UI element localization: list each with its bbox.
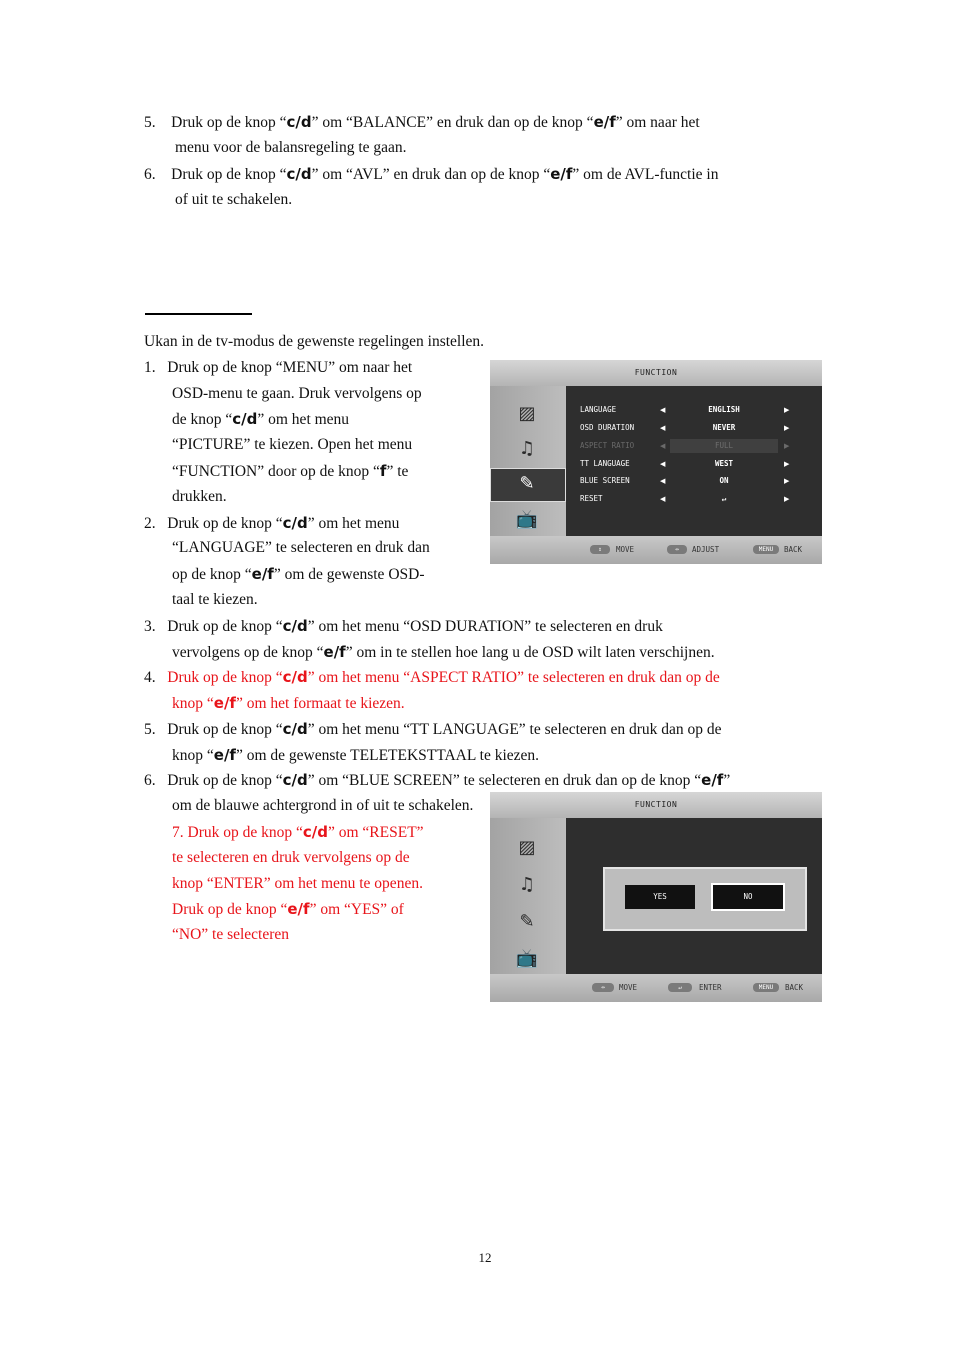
yes-button[interactable]: YES	[625, 885, 695, 909]
osd-menu-row[interactable]	[580, 492, 790, 506]
text: Druk op de knop “	[171, 166, 287, 183]
footer-move: MOVE	[619, 983, 638, 992]
osd-row-value: ON	[719, 476, 729, 485]
item-7-line5: “NO” te selecteren	[172, 926, 290, 943]
item-1-line3: de knop “c/d” om het menu	[172, 410, 350, 428]
right-arrow-icon: ▶	[784, 495, 790, 503]
osd-footer	[490, 536, 822, 564]
leftright-keys: e/f	[287, 900, 310, 918]
osd-sidebar	[490, 386, 566, 536]
item-5-line1: 5. Druk op de knop “c/d” om het menu “TT LANGUAGE” te selecteren en druk dan op de	[144, 720, 722, 738]
left-arrow-icon: ◀	[660, 495, 666, 503]
text: ” om “AVL” en druk dan op de knop “	[311, 166, 551, 183]
updown-keys: c/d	[232, 410, 258, 428]
item-6-line1: 6. Druk op de knop “c/d” om “BLUE SCREEN” te selecteren en druk dan op de knop “e/f”	[144, 771, 731, 789]
text: Druk op de knop “	[171, 114, 287, 131]
osd-row-value: ENGLISH	[708, 405, 740, 414]
section-rule	[145, 313, 252, 315]
item-number: 6.	[144, 166, 156, 183]
right-arrow-icon: ▶	[784, 477, 790, 485]
osd-menu-row[interactable]	[580, 439, 790, 453]
tv-icon: 📺	[515, 509, 539, 530]
item-4-line1: 4. Druk op de knop “c/d” om het menu “ASPECT RATIO” te selecteren en druk dan op de	[144, 668, 720, 686]
item-3-line2: vervolgens op de knop “e/f” om in te stellen hoe lang u de OSD wilt laten verschijnen.	[172, 643, 715, 661]
leftright-keys: e/f	[213, 694, 236, 712]
osd-row-label: TT LANGUAGE	[580, 459, 630, 468]
footer-enter: ENTER	[699, 983, 722, 992]
leftright-keys: e/f	[701, 771, 724, 789]
item-2-line4: taal te kiezen.	[172, 591, 258, 608]
updown-keys: c/d	[282, 668, 308, 686]
item-1-line5: “FUNCTION” door op de knop “f” te	[172, 462, 409, 480]
osd-row-label: LANGUAGE	[580, 405, 617, 414]
no-button[interactable]: NO	[711, 883, 785, 911]
item-1-line4: “PICTURE” te kiezen. Open het menu	[172, 436, 413, 453]
osd-footer	[490, 974, 822, 1002]
osd-function-menu-screenshot	[490, 360, 822, 564]
page-number: 12	[478, 1250, 492, 1265]
item-number: 5.	[144, 114, 156, 131]
function-icon: ✎	[519, 473, 535, 494]
leftright-keys: e/f	[550, 165, 573, 183]
left-arrow-icon: ◀	[660, 460, 666, 468]
leftright-key-icon: ⇔	[592, 983, 614, 992]
item-7-line2: te selecteren en druk vervolgens op de	[172, 849, 410, 866]
item-4-line2: knop “e/f” om het formaat te kiezen.	[172, 694, 405, 712]
item-3-line1: 3. Druk op de knop “c/d” om het menu “OSD DURATION” te selecteren en druk	[144, 617, 663, 635]
picture-icon: ▨	[518, 837, 536, 858]
footer-back: BACK	[785, 983, 804, 992]
leftright-key-icon: ⇔	[667, 545, 687, 554]
updown-keys: c/d	[282, 771, 308, 789]
item-1-line1: 1. Druk op de knop “MENU” om naar het	[144, 359, 413, 376]
item-6-line2: om de blauwe achtergrond in of uit te schakelen.	[172, 797, 474, 814]
item-2-line2: “LANGUAGE” te selecteren en druk dan	[172, 539, 430, 556]
function-icon: ✎	[519, 911, 535, 932]
right-arrow-icon: ▶	[784, 442, 790, 450]
music-icon: ♫	[518, 438, 536, 459]
top-item-6-line2: of uit te schakelen.	[175, 191, 293, 208]
footer-back: BACK	[784, 545, 803, 554]
picture-icon: ▨	[518, 403, 536, 424]
osd-row-value: WEST	[714, 459, 734, 468]
updown-keys: c/d	[282, 617, 308, 635]
item-1-line2: OSD-menu te gaan. Druk vervolgens op	[172, 385, 422, 402]
item-7-line1: 7. Druk op de knop “c/d” om “RESET”	[172, 823, 424, 841]
enter-key-icon: ↵	[668, 983, 692, 992]
intro-text: Ukan in de tv-modus de gewenste regelingen instellen.	[144, 333, 485, 350]
tv-icon: 📺	[515, 948, 539, 969]
osd-menu-row[interactable]	[580, 403, 790, 417]
osd-row-label: BLUE SCREEN	[580, 476, 630, 485]
updown-keys: c/d	[282, 720, 308, 738]
osd-row-value: FULL	[670, 439, 778, 453]
menu-key: MENU	[753, 983, 779, 992]
text: ” om “BALANCE” en druk dan op de knop “	[311, 114, 594, 131]
osd-menu-row[interactable]	[580, 421, 790, 435]
leftright-keys: e/f	[323, 643, 346, 661]
leftright-keys: e/f	[593, 113, 616, 131]
left-arrow-icon: ◀	[660, 477, 666, 485]
right-arrow-icon: ▶	[784, 424, 790, 432]
osd-row-label: RESET	[580, 494, 603, 503]
left-arrow-icon: ◀	[660, 406, 666, 414]
leftright-keys: e/f	[213, 746, 236, 764]
right-arrow-icon: ▶	[784, 406, 790, 414]
item-7-line4: Druk op de knop “e/f” om “YES” of	[172, 900, 404, 918]
left-arrow-icon: ◀	[660, 424, 666, 432]
left-arrow-icon: ◀	[660, 442, 666, 450]
osd-row-value: ↵	[721, 494, 727, 503]
osd-title: FUNCTION	[490, 792, 822, 818]
osd-menu-row[interactable]	[580, 474, 790, 488]
item-7-line3: knop “ENTER” om het menu te openen.	[172, 875, 423, 892]
menu-key: MENU	[753, 545, 779, 554]
item-5-line2: knop “e/f” om de gewenste TELETEKSTTAAL te kiezen.	[172, 746, 540, 764]
footer-adjust: ADJUST	[692, 545, 720, 554]
updown-keys: c/d	[286, 165, 312, 183]
top-item-5-line1	[144, 112, 700, 133]
text: ” om de AVL-functie in	[572, 166, 719, 183]
osd-row-label: ASPECT RATIO	[580, 441, 635, 450]
music-icon: ♫	[518, 874, 536, 895]
reset-confirm-dialog	[603, 867, 807, 931]
osd-sidebar	[490, 818, 566, 974]
updown-keys: c/d	[286, 113, 312, 131]
item-1-line6: drukken.	[172, 488, 227, 505]
item-2-line1: 2. Druk op de knop “c/d” om het menu	[144, 514, 400, 532]
text: ” om naar het	[615, 114, 700, 131]
updown-key-icon: ⇕	[590, 545, 610, 554]
updown-keys: c/d	[302, 823, 328, 841]
updown-keys: c/d	[282, 514, 308, 532]
osd-reset-dialog-screenshot	[490, 792, 822, 1002]
right-key: f	[379, 462, 387, 480]
osd-row-label: OSD DURATION	[580, 423, 635, 432]
footer-move: MOVE	[616, 545, 635, 554]
osd-title: FUNCTION	[490, 360, 822, 386]
right-arrow-icon: ▶	[784, 460, 790, 468]
leftright-keys: e/f	[251, 565, 274, 583]
osd-row-value: NEVER	[712, 423, 736, 432]
top-item-5-line2: menu voor de balansregeling te gaan.	[175, 139, 407, 156]
item-2-line3: op de knop “e/f” om de gewenste OSD-	[172, 565, 425, 583]
osd-menu-row[interactable]	[580, 457, 790, 471]
top-item-6-line1	[144, 164, 718, 185]
